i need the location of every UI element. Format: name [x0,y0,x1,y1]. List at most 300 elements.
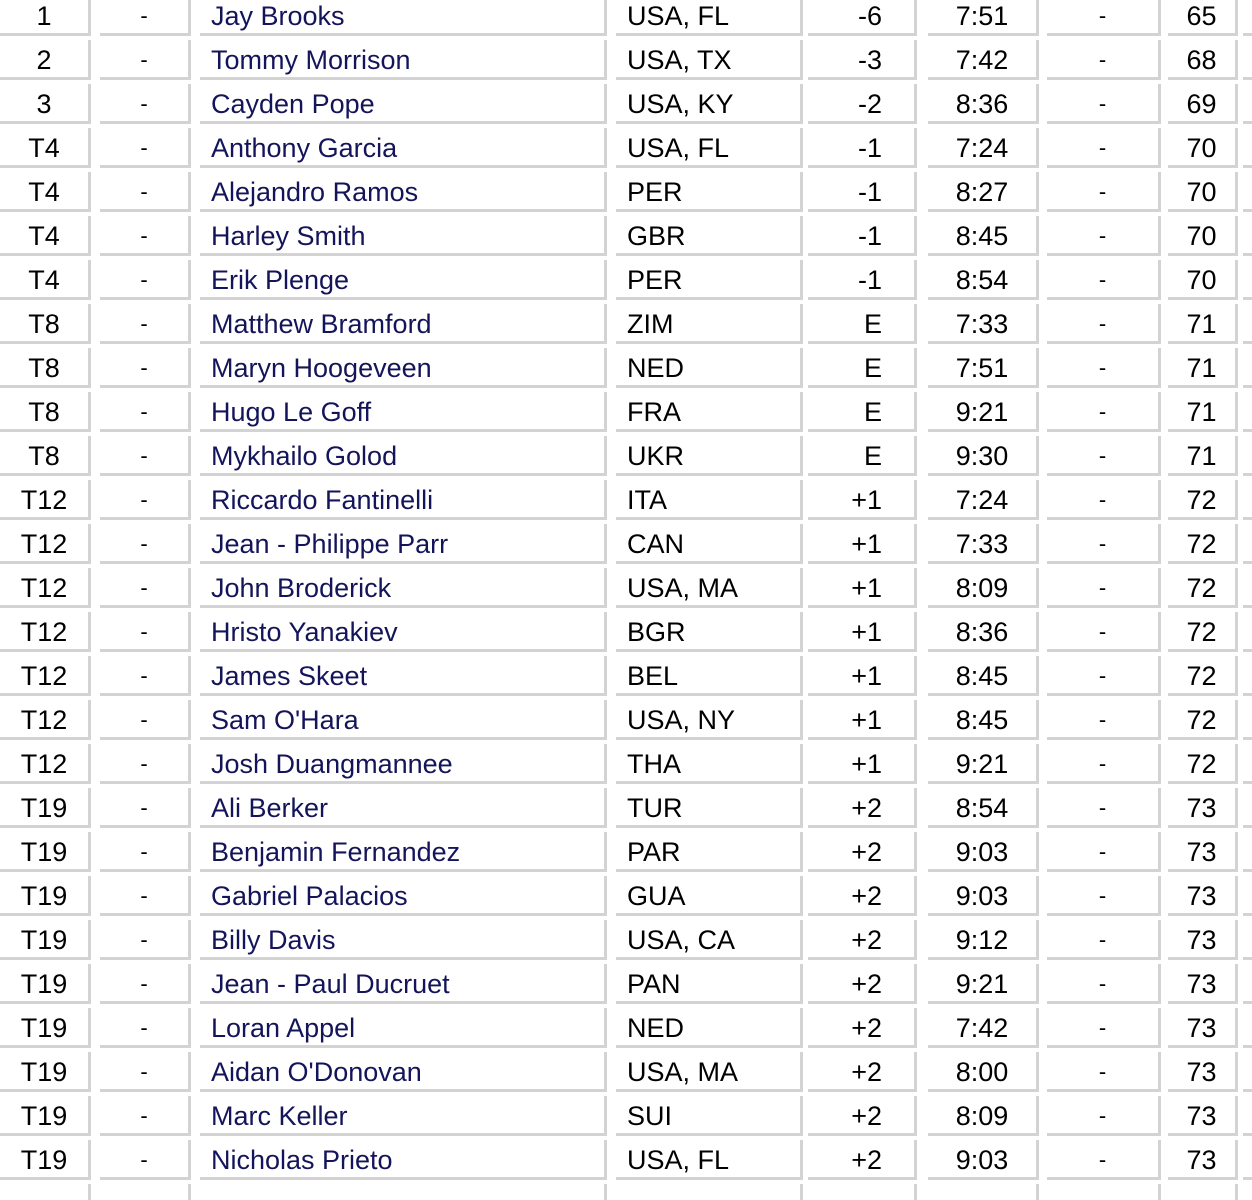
to-par-text: E [863,353,882,383]
thru-cell [1047,392,1161,432]
total-cell [1168,260,1238,300]
location-cell [616,260,803,300]
tee-time-text: 8:45 [955,705,1009,735]
total-text: 71 [1186,397,1217,427]
round-text: - [140,663,148,688]
round-text: - [140,1059,148,1084]
position-text: T12 [20,661,68,691]
player-cell [200,1184,607,1200]
table-row [0,392,1252,436]
to-par-text: +1 [851,617,882,647]
tee-time-cell [928,1140,1039,1180]
total-text: 71 [1186,441,1217,471]
to-par-cell [808,832,917,872]
location-cell [616,304,803,344]
player-cell [200,1052,607,1092]
location-cell [616,392,803,432]
position-cell [0,700,91,740]
total-cell [1168,744,1238,784]
to-par-text: +2 [851,1101,882,1131]
location-text: THA [627,749,681,779]
table-row [0,744,1252,788]
thru-text: - [1098,135,1107,160]
thru-cell [1047,480,1161,520]
total-cell [1168,1184,1238,1200]
location-text: BEL [627,661,679,691]
tee-time-cell [928,964,1039,1004]
location-cell [616,480,803,520]
location-cell [616,700,803,740]
location-text: GUA [627,881,686,911]
thru-text: - [1098,751,1107,776]
overflow-column-edge [1243,744,1252,784]
thru-cell [1047,700,1161,740]
location-cell [616,744,803,784]
location-text: PER [627,177,683,207]
location-text: ZIM [627,309,674,339]
round-cell [100,436,191,476]
position-text: 2 [36,45,52,75]
position-text: T8 [28,353,60,383]
to-par-text: -1 [857,221,882,251]
location-text: CAN [627,529,685,559]
player-name-link[interactable]: Cayden Pope [211,89,375,119]
location-cell [616,568,803,608]
tee-time-cell [928,304,1039,344]
player-name-link[interactable]: Harley Smith [211,221,366,251]
player-name-link[interactable]: Matthew Bramford [211,309,432,339]
location-text: TUR [627,793,683,823]
round-cell [100,524,191,564]
overflow-column-edge [1243,436,1252,476]
thru-text: - [1098,619,1107,644]
location-text: USA, FL [627,1,730,31]
position-cell [0,84,91,124]
position-text: T12 [20,749,68,779]
location-text: USA, FL [627,133,730,163]
total-cell [1168,40,1238,80]
overflow-column-edge [1243,348,1252,388]
player-cell [200,744,607,784]
player-cell [200,876,607,916]
location-text: USA, KY [627,89,734,119]
overflow-column-edge [1243,612,1252,652]
thru-text: - [1098,663,1107,688]
total-text: 72 [1186,705,1217,735]
location-cell [616,832,803,872]
tee-time-text: 8:54 [955,793,1009,823]
location-text: PAN [627,969,681,999]
to-par-text: -6 [857,1,882,31]
to-par-cell [808,568,917,608]
total-cell [1168,1008,1238,1048]
tee-time-text: 7:33 [955,309,1009,339]
round-cell [100,348,191,388]
table-row [0,436,1252,480]
thru-cell [1047,744,1161,784]
total-cell [1168,700,1238,740]
round-text: - [140,135,148,160]
thru-text: - [1098,707,1107,732]
table-row [0,876,1252,920]
total-text: 73 [1186,837,1217,867]
to-par-cell [808,920,917,960]
player-name-link[interactable]: Ali Berker [211,793,329,823]
total-text: 65 [1186,1,1217,31]
position-cell [0,260,91,300]
round-text: - [140,3,148,28]
round-text: - [140,795,148,820]
total-text: 73 [1186,793,1217,823]
player-name-link[interactable]: James Skeet [211,661,368,691]
player-name-link[interactable]: Nicholas Prieto [211,1145,393,1175]
position-text: T8 [28,309,60,339]
round-cell [100,84,191,124]
location-cell [616,1008,803,1048]
player-name-link[interactable]: Jean - Paul Ducruet [211,969,450,999]
table-row [0,524,1252,568]
total-text: 73 [1186,1013,1217,1043]
table-row [0,964,1252,1008]
table-row [0,612,1252,656]
overflow-column-edge [1243,1140,1252,1180]
to-par-text: +1 [851,529,882,559]
thru-cell [1047,1184,1161,1200]
round-text: - [140,839,148,864]
player-name-link[interactable]: Hugo Le Goff [211,397,372,427]
thru-text: - [1098,47,1107,72]
player-name-link[interactable]: Loran Appel [211,1013,356,1043]
to-par-text: +1 [851,661,882,691]
position-text: T19 [20,793,68,823]
thru-cell [1047,128,1161,168]
tee-time-cell [928,128,1039,168]
tee-time-text: 8:09 [955,1101,1009,1131]
round-text: - [140,927,148,952]
location-cell [616,524,803,564]
overflow-column-edge [1243,964,1252,1004]
player-name-link[interactable]: Gabriel Palacios [211,881,408,911]
player-name-link[interactable]: Josh Duangmannee [211,749,453,779]
to-par-text: +1 [851,573,882,603]
to-par-text: E [863,397,882,427]
to-par-text: -1 [857,133,882,163]
total-cell [1168,216,1238,256]
tee-time-cell [928,832,1039,872]
tee-time-cell [928,172,1039,212]
player-name-link[interactable]: John Broderick [211,573,392,603]
overflow-column-edge [1243,876,1252,916]
round-cell [100,128,191,168]
location-text: NED [627,353,685,383]
position-cell [0,1008,91,1048]
to-par-cell [808,700,917,740]
position-text: T8 [28,441,60,471]
tee-time-text: 9:21 [955,969,1009,999]
round-text: - [140,223,148,248]
table-row [0,1184,1252,1200]
location-cell [616,128,803,168]
location-text: BGR [627,617,686,647]
overflow-column-edge [1243,216,1252,256]
player-cell [200,788,607,828]
table-row [0,0,1252,40]
player-name-link[interactable]: Sam O'Hara [211,705,359,735]
tee-time-cell [928,216,1039,256]
total-cell [1168,436,1238,476]
tee-time-cell [928,744,1039,784]
to-par-cell [808,1184,917,1200]
location-text: USA, TX [627,45,732,75]
to-par-text: +2 [851,925,882,955]
position-cell [0,216,91,256]
overflow-column-edge [1243,788,1252,828]
total-text: 72 [1186,485,1217,515]
overflow-column-edge [1243,1008,1252,1048]
location-cell [616,1140,803,1180]
tee-time-text: 9:03 [955,1145,1009,1175]
location-cell [616,964,803,1004]
total-cell [1168,832,1238,872]
location-cell [616,216,803,256]
thru-text: - [1098,1147,1107,1172]
round-cell [100,568,191,608]
player-name-link[interactable]: Anthony Garcia [211,133,398,163]
thru-text: - [1098,839,1107,864]
player-cell [200,216,607,256]
table-row [0,260,1252,304]
overflow-column-edge [1243,920,1252,960]
position-cell [0,568,91,608]
tee-time-text: 7:33 [955,529,1009,559]
position-text: T19 [20,881,68,911]
tee-time-cell [928,1008,1039,1048]
table-row [0,920,1252,964]
thru-cell [1047,1096,1161,1136]
overflow-column-edge [1243,392,1252,432]
tee-time-cell [928,436,1039,476]
location-text: USA, FL [627,1145,730,1175]
player-cell [200,348,607,388]
total-cell [1168,348,1238,388]
player-name-link[interactable]: Hristo Yanakiev [211,617,398,647]
tee-time-text: 8:36 [955,617,1009,647]
overflow-column-edge [1243,700,1252,740]
player-cell [200,480,607,520]
position-text: T4 [28,177,60,207]
tee-time-cell [928,480,1039,520]
table-row [0,40,1252,84]
position-text: T19 [20,1101,68,1131]
thru-text: - [1098,487,1107,512]
thru-cell [1047,964,1161,1004]
tee-time-text: 9:03 [955,881,1009,911]
tee-time-text: 9:21 [955,397,1009,427]
tee-time-cell [928,1096,1039,1136]
thru-cell [1047,612,1161,652]
thru-cell [1047,436,1161,476]
location-text: USA, CA [627,925,736,955]
player-cell [200,964,607,1004]
thru-cell [1047,568,1161,608]
tee-time-text: 8:00 [955,1057,1009,1087]
thru-text: - [1098,1059,1107,1084]
table-row [0,1008,1252,1052]
position-text: T12 [20,617,68,647]
round-cell [100,480,191,520]
to-par-cell [808,788,917,828]
player-cell [200,832,607,872]
tee-time-text: 7:24 [955,133,1009,163]
to-par-text: +2 [851,969,882,999]
tee-time-cell [928,392,1039,432]
table-row [0,84,1252,128]
round-text: - [140,179,148,204]
player-name-link[interactable]: Jean - Philippe Parr [211,529,449,559]
to-par-text: -1 [857,177,882,207]
thru-text: - [1098,971,1107,996]
location-text: GBR [627,221,686,251]
to-par-cell [808,1008,917,1048]
table-row [0,480,1252,524]
total-text: 70 [1186,133,1217,163]
thru-text: - [1098,91,1107,116]
overflow-column-edge [1243,1184,1252,1200]
total-cell [1168,0,1238,36]
to-par-text: E [863,441,882,471]
player-name-link[interactable]: Marc Keller [211,1101,348,1131]
to-par-cell [808,0,917,36]
position-cell [0,832,91,872]
to-par-cell [808,260,917,300]
player-cell [200,84,607,124]
to-par-text: +1 [851,749,882,779]
tee-time-cell [928,260,1039,300]
total-text: 68 [1186,45,1217,75]
player-cell [200,1140,607,1180]
total-text: 72 [1186,529,1217,559]
round-cell [100,216,191,256]
round-text: - [140,91,148,116]
to-par-cell [808,304,917,344]
location-cell [616,1096,803,1136]
player-name-link[interactable]: Benjamin Fernandez [211,837,461,867]
position-text: 1 [36,1,52,31]
thru-text: - [1098,795,1107,820]
tee-time-text: 9:03 [955,837,1009,867]
location-cell [616,1052,803,1092]
table-row [0,656,1252,700]
player-name-link[interactable]: Maryn Hoogeveen [211,353,432,383]
table-row [0,172,1252,216]
tee-time-text: 8:54 [955,265,1009,295]
player-name-link[interactable]: Billy Davis [211,925,336,955]
player-cell [200,128,607,168]
location-text: NED [627,1013,685,1043]
round-cell [100,1140,191,1180]
thru-cell [1047,84,1161,124]
to-par-text: +2 [851,1013,882,1043]
total-text: 73 [1186,925,1217,955]
player-name-link[interactable]: Alejandro Ramos [211,177,419,207]
total-cell [1168,964,1238,1004]
thru-cell [1047,788,1161,828]
round-cell [100,1184,191,1200]
position-text: T19 [20,925,68,955]
player-cell [200,656,607,696]
thru-cell [1047,1140,1161,1180]
location-cell [616,1184,803,1200]
player-name-link[interactable]: Mykhailo Golod [211,441,398,471]
player-name-link[interactable]: Tommy Morrison [211,45,411,75]
player-name-link[interactable]: Riccardo Fantinelli [211,485,434,515]
tee-time-cell [928,84,1039,124]
to-par-text: +2 [851,1057,882,1087]
tee-time-cell [928,700,1039,740]
total-text: 72 [1186,573,1217,603]
table-row [0,348,1252,392]
overflow-column-edge [1243,84,1252,124]
tee-time-text: 9:21 [955,749,1009,779]
thru-cell [1047,260,1161,300]
to-par-text: -1 [857,265,882,295]
total-text: 72 [1186,749,1217,779]
position-cell [0,1140,91,1180]
to-par-text: -2 [857,89,882,119]
location-text: ITA [627,485,667,515]
table-row [0,832,1252,876]
to-par-text: +1 [851,485,882,515]
thru-cell [1047,0,1161,36]
total-cell [1168,172,1238,212]
thru-cell [1047,172,1161,212]
total-text: 70 [1186,177,1217,207]
table-row [0,1140,1252,1184]
overflow-column-edge [1243,260,1252,300]
location-cell [616,348,803,388]
overflow-column-edge [1243,524,1252,564]
total-cell [1168,612,1238,652]
player-name-link[interactable]: Erik Plenge [211,265,350,295]
table-row [0,1052,1252,1096]
total-text: 70 [1186,221,1217,251]
player-name-link[interactable]: Aidan O'Donovan [211,1057,422,1087]
thru-cell [1047,524,1161,564]
total-text: 73 [1186,969,1217,999]
position-text: T12 [20,485,68,515]
total-cell [1168,876,1238,916]
location-cell [616,436,803,476]
round-text: - [140,443,148,468]
thru-cell [1047,304,1161,344]
tee-time-cell [928,0,1039,36]
thru-text: - [1098,3,1107,28]
position-text: T19 [20,1013,68,1043]
thru-text: - [1098,531,1107,556]
player-name-link[interactable]: Jay Brooks [211,1,345,31]
location-cell [616,0,803,36]
round-text: - [140,971,148,996]
player-cell [200,0,607,36]
round-cell [100,832,191,872]
round-text: - [140,1015,148,1040]
to-par-cell [808,876,917,916]
position-text: T19 [20,1145,68,1175]
to-par-text: E [863,309,882,339]
round-text: - [140,751,148,776]
round-cell [100,920,191,960]
player-cell [200,260,607,300]
